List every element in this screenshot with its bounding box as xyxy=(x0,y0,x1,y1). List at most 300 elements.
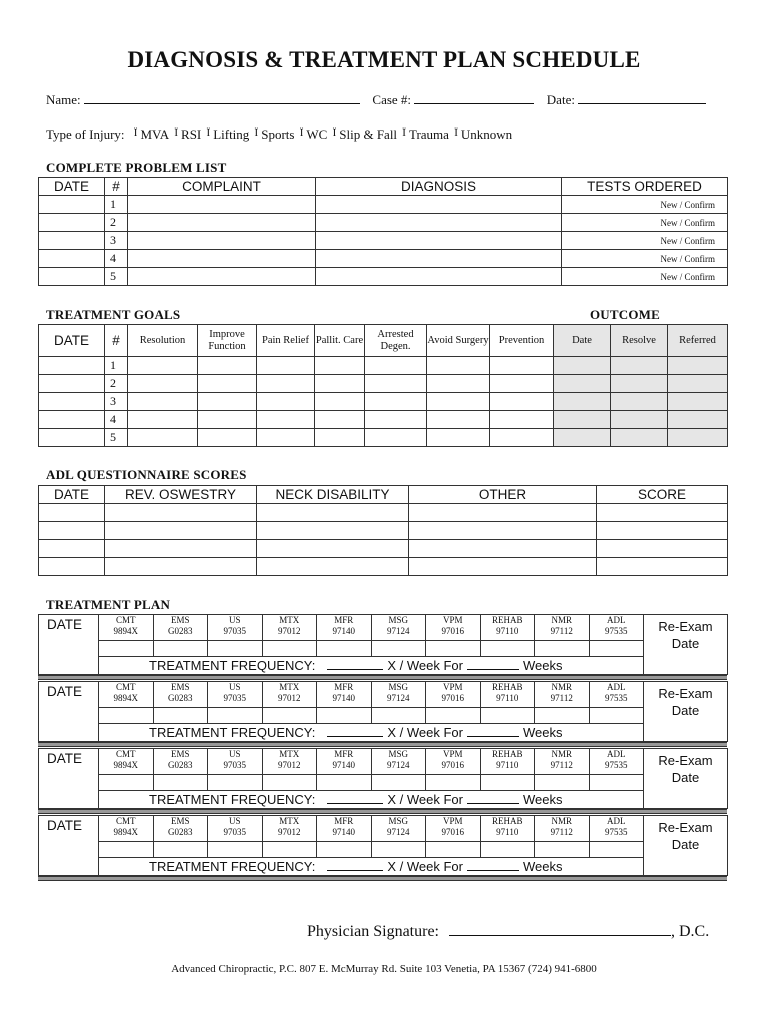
injury-option-label: Sports xyxy=(261,127,295,142)
goals-cell[interactable] xyxy=(257,357,315,375)
treatment-plan-title: TREATMENT PLAN xyxy=(46,597,171,612)
goals-date-cell[interactable] xyxy=(39,393,105,411)
outcome-cell[interactable] xyxy=(554,411,611,429)
re-exam-date-cell[interactable] xyxy=(644,816,728,876)
plan-entry-cell[interactable] xyxy=(535,842,590,858)
plan-date-label: DATE xyxy=(39,682,99,742)
plan-code-name: MSG xyxy=(388,749,408,759)
goals-date-cell[interactable] xyxy=(39,357,105,375)
frequency-label: TREATMENT FREQUENCY: xyxy=(149,792,316,807)
adl-cell[interactable] xyxy=(105,504,257,522)
goals-row xyxy=(39,411,728,429)
problem-complaint-cell[interactable] xyxy=(128,232,316,250)
outcome-cell[interactable] xyxy=(668,357,728,375)
plan-code-header xyxy=(262,749,317,775)
problem-complaint-cell[interactable] xyxy=(128,250,316,268)
plan-entry-cell[interactable] xyxy=(153,842,208,858)
goals-cell[interactable] xyxy=(365,429,427,447)
goals-cell[interactable] xyxy=(257,375,315,393)
plan-code-number: G0283 xyxy=(168,626,193,636)
signature-field[interactable] xyxy=(449,921,671,936)
adl-cell[interactable] xyxy=(409,540,597,558)
treatment-frequency-row xyxy=(99,657,644,675)
injury-option-sports[interactable] xyxy=(255,127,295,143)
plan-entry-cell[interactable] xyxy=(317,775,372,791)
goals-header-referred: Referred xyxy=(668,325,728,357)
plan-code-number: 97012 xyxy=(278,827,301,837)
adl-cell[interactable] xyxy=(257,540,409,558)
checkbox-icon[interactable]: Ï xyxy=(402,127,406,139)
outcome-cell[interactable] xyxy=(668,393,728,411)
goals-date-cell[interactable] xyxy=(39,411,105,429)
plan-code-name: ADL xyxy=(607,615,626,625)
goals-cell[interactable] xyxy=(128,429,198,447)
plan-code-name: MTX xyxy=(279,615,300,625)
goals-number: 1 xyxy=(105,357,128,375)
plan-entry-cell[interactable] xyxy=(535,641,590,657)
plan-entry-cell[interactable] xyxy=(99,708,154,724)
plan-entry-cell[interactable] xyxy=(535,775,590,791)
plan-entry-cell[interactable] xyxy=(262,641,317,657)
injury-option-label: Lifting xyxy=(213,127,250,142)
plan-code-name: REHAB xyxy=(491,615,523,625)
plan-code-name: MTX xyxy=(279,816,300,826)
plan-entry-cell[interactable] xyxy=(480,708,535,724)
signature-label: Physician Signature: xyxy=(307,923,439,940)
injury-option-mva[interactable] xyxy=(134,127,169,143)
plan-entry-cell[interactable] xyxy=(480,842,535,858)
footer-address: Advanced Chiropractic, P.C. 807 E. McMurray Rd. Suite 103 Venetia, PA 15367 (724) 941-6800 xyxy=(171,963,597,975)
goals-cell[interactable] xyxy=(427,393,490,411)
tests-new-confirm[interactable]: New / Confirm xyxy=(562,214,728,232)
goals-cell[interactable] xyxy=(198,411,257,429)
outcome-cell[interactable] xyxy=(668,411,728,429)
goals-cell[interactable] xyxy=(490,375,554,393)
treatment-plan-block xyxy=(38,614,727,680)
tests-new-confirm[interactable]: New / Confirm xyxy=(562,268,728,286)
problem-row xyxy=(39,196,728,214)
re-exam-date-cell[interactable] xyxy=(644,749,728,809)
checkbox-icon[interactable]: Ï xyxy=(254,127,259,139)
adl-cell[interactable] xyxy=(39,504,105,522)
plan-entry-cell[interactable] xyxy=(153,775,208,791)
plan-code-name: NMR xyxy=(551,749,572,759)
problem-complaint-cell[interactable] xyxy=(128,196,316,214)
goals-cell[interactable] xyxy=(365,357,427,375)
goals-cell[interactable] xyxy=(427,411,490,429)
plan-code-header xyxy=(262,682,317,708)
plan-entry-cell[interactable] xyxy=(371,775,426,791)
plan-entry-cell[interactable] xyxy=(99,775,154,791)
problem-header-complaint: COMPLAINT xyxy=(128,178,316,196)
block-divider xyxy=(38,876,727,881)
outcome-cell[interactable] xyxy=(611,375,668,393)
injury-option-rsi[interactable] xyxy=(174,127,201,143)
plan-entry-cell[interactable] xyxy=(262,708,317,724)
treatment-goals-table xyxy=(38,324,728,447)
frequency-per-week-field[interactable] xyxy=(327,725,383,737)
problem-diagnosis-cell[interactable] xyxy=(316,214,562,232)
plan-date-label: DATE xyxy=(39,615,99,675)
plan-code-name: NMR xyxy=(551,816,572,826)
re-exam-label: Re-Exam xyxy=(658,820,713,835)
outcome-cell[interactable] xyxy=(668,429,728,447)
goals-cell[interactable] xyxy=(128,375,198,393)
plan-entry-cell[interactable] xyxy=(317,708,372,724)
plan-code-number: 9894X xyxy=(113,693,138,703)
re-exam-label: Re-Exam xyxy=(658,753,713,768)
plan-entry-cell[interactable] xyxy=(480,641,535,657)
frequency-weeks-field[interactable] xyxy=(467,792,519,804)
plan-code-header xyxy=(371,816,426,842)
outcome-cell[interactable] xyxy=(668,375,728,393)
adl-cell[interactable] xyxy=(39,540,105,558)
checkbox-icon[interactable]: Ï xyxy=(133,127,138,139)
tests-new-confirm[interactable]: New / Confirm xyxy=(562,196,728,214)
outcome-cell[interactable] xyxy=(554,357,611,375)
plan-code-header xyxy=(535,816,590,842)
goals-header-pain-relief: Pain Relief xyxy=(257,325,315,357)
treatment-frequency-row xyxy=(99,791,644,809)
problem-diagnosis-cell[interactable] xyxy=(316,196,562,214)
plan-code-name: REHAB xyxy=(491,816,523,826)
re-exam-label: Re-Exam xyxy=(658,686,713,701)
plan-code-header xyxy=(480,682,535,708)
plan-entry-cell[interactable] xyxy=(371,842,426,858)
plan-code-number: 9894X xyxy=(113,626,138,636)
injury-option-wc[interactable] xyxy=(300,127,328,143)
goals-cell[interactable] xyxy=(427,357,490,375)
plan-code-number: 97535 xyxy=(605,693,628,703)
plan-code-header xyxy=(208,682,263,708)
goals-cell[interactable] xyxy=(128,411,198,429)
signature-suffix: , D.C. xyxy=(670,923,710,940)
plan-code-header xyxy=(262,615,317,641)
checkbox-icon[interactable]: Ï xyxy=(174,127,179,139)
adl-header-score: SCORE xyxy=(597,486,728,504)
problem-complaint-cell[interactable] xyxy=(128,268,316,286)
plan-entry-cell[interactable] xyxy=(317,842,372,858)
injury-option-lifting[interactable] xyxy=(207,127,250,143)
plan-code-number: G0283 xyxy=(168,693,193,703)
plan-code-number: 97110 xyxy=(496,626,519,636)
page-title: DIAGNOSIS & TREATMENT PLAN SCHEDULE xyxy=(127,47,641,72)
problem-header-number: # xyxy=(105,178,128,196)
adl-cell[interactable] xyxy=(257,522,409,540)
plan-code-name: MSG xyxy=(388,816,408,826)
plan-entry-cell[interactable] xyxy=(208,775,263,791)
plan-code-number: 97012 xyxy=(278,626,301,636)
plan-code-number: 97124 xyxy=(387,760,410,770)
adl-cell[interactable] xyxy=(409,522,597,540)
re-exam-date-label: Date xyxy=(671,703,700,718)
adl-cell[interactable] xyxy=(597,558,728,576)
plan-code-number: 97124 xyxy=(387,693,410,703)
adl-cell[interactable] xyxy=(39,522,105,540)
frequency-mid-label: X / Week For xyxy=(387,792,463,807)
goals-header-improve-function: Improve Function xyxy=(198,325,257,357)
outcome-cell[interactable] xyxy=(554,375,611,393)
plan-code-name: MFR xyxy=(334,615,354,625)
case-label: Case #: xyxy=(372,92,412,107)
goals-header-date: Date xyxy=(554,325,611,357)
plan-code-header xyxy=(371,749,426,775)
problem-list-title: COMPLETE PROBLEM LIST xyxy=(46,160,227,175)
goals-row xyxy=(39,375,728,393)
plan-code-header xyxy=(589,682,644,708)
plan-code-name: US xyxy=(228,682,241,692)
frequency-weeks-label: Weeks xyxy=(523,725,563,740)
plan-code-number: 97535 xyxy=(605,626,628,636)
goals-cell[interactable] xyxy=(490,411,554,429)
name-field[interactable] xyxy=(84,91,360,104)
plan-code-header xyxy=(426,682,481,708)
plan-code-number: 97140 xyxy=(332,827,355,837)
plan-entry-cell[interactable] xyxy=(262,775,317,791)
plan-entry-cell[interactable] xyxy=(426,842,481,858)
injury-option-unknown[interactable] xyxy=(454,127,512,143)
plan-code-header xyxy=(99,682,154,708)
plan-code-name: MSG xyxy=(388,615,408,625)
plan-code-name: MFR xyxy=(334,749,354,759)
goals-cell[interactable] xyxy=(490,393,554,411)
adl-cell[interactable] xyxy=(105,522,257,540)
plan-entry-cell[interactable] xyxy=(589,708,644,724)
goals-cell[interactable] xyxy=(198,375,257,393)
plan-code-header xyxy=(480,615,535,641)
adl-cell[interactable] xyxy=(257,558,409,576)
adl-cell[interactable] xyxy=(409,558,597,576)
tests-new-confirm[interactable]: New / Confirm xyxy=(562,250,728,268)
treatment-frequency-row xyxy=(99,858,644,876)
goals-cell[interactable] xyxy=(198,429,257,447)
plan-code-number: 97035 xyxy=(223,626,246,636)
problem-date-cell[interactable] xyxy=(39,214,105,232)
plan-entry-cell[interactable] xyxy=(480,775,535,791)
outcome-cell[interactable] xyxy=(611,411,668,429)
goals-cell[interactable] xyxy=(257,393,315,411)
checkbox-icon[interactable]: Ï xyxy=(299,127,304,139)
plan-code-number: 97535 xyxy=(605,827,628,837)
plan-code-header xyxy=(153,615,208,641)
plan-entry-cell[interactable] xyxy=(589,641,644,657)
frequency-weeks-field[interactable] xyxy=(467,725,519,737)
goals-cell[interactable] xyxy=(315,411,365,429)
frequency-label: TREATMENT FREQUENCY: xyxy=(149,725,316,740)
plan-entry-cell[interactable] xyxy=(426,708,481,724)
adl-cell[interactable] xyxy=(257,504,409,522)
goals-row xyxy=(39,393,728,411)
checkbox-icon[interactable]: Ï xyxy=(206,127,211,139)
problem-date-cell[interactable] xyxy=(39,250,105,268)
outcome-cell[interactable] xyxy=(554,429,611,447)
goals-header-number: # xyxy=(105,325,128,357)
plan-code-header xyxy=(317,615,372,641)
plan-code-header xyxy=(589,816,644,842)
goals-date-cell[interactable] xyxy=(39,375,105,393)
injury-option-slip-fall[interactable] xyxy=(333,127,397,143)
plan-code-header xyxy=(426,816,481,842)
adl-cell[interactable] xyxy=(597,504,728,522)
plan-date-label: DATE xyxy=(39,749,99,809)
goals-cell[interactable] xyxy=(257,429,315,447)
plan-code-header xyxy=(153,816,208,842)
outcome-cell[interactable] xyxy=(611,357,668,375)
adl-cell[interactable] xyxy=(597,540,728,558)
goals-header-prevention: Prevention xyxy=(490,325,554,357)
injury-option-trauma[interactable] xyxy=(402,127,449,143)
plan-code-name: NMR xyxy=(551,682,572,692)
frequency-per-week-field[interactable] xyxy=(327,658,383,670)
tests-new-confirm[interactable]: New / Confirm xyxy=(562,232,728,250)
plan-entry-cell[interactable] xyxy=(153,641,208,657)
frequency-per-week-field[interactable] xyxy=(327,859,383,871)
adl-title: ADL QUESTIONNAIRE SCORES xyxy=(46,467,247,482)
plan-entry-cell[interactable] xyxy=(99,842,154,858)
plan-entry-cell[interactable] xyxy=(208,842,263,858)
goals-cell[interactable] xyxy=(198,393,257,411)
checkbox-icon[interactable]: Ï xyxy=(332,127,337,139)
re-exam-date-label: Date xyxy=(671,837,700,852)
re-exam-date-cell[interactable] xyxy=(644,615,728,675)
plan-entry-cell[interactable] xyxy=(426,775,481,791)
patient-info-row xyxy=(46,91,706,108)
goals-cell[interactable] xyxy=(365,393,427,411)
frequency-per-week-field[interactable] xyxy=(327,792,383,804)
adl-cell[interactable] xyxy=(409,504,597,522)
adl-header-oswestry: REV. OSWESTRY xyxy=(105,486,257,504)
plan-code-name: ADL xyxy=(607,682,626,692)
goals-header-date: DATE xyxy=(39,325,105,357)
plan-code-name: VPM xyxy=(442,816,463,826)
goals-cell[interactable] xyxy=(490,357,554,375)
plan-date-label: DATE xyxy=(39,816,99,876)
plan-code-name: CMT xyxy=(115,682,136,692)
plan-code-name: VPM xyxy=(442,682,463,692)
problem-date-cell[interactable] xyxy=(39,232,105,250)
goals-cell[interactable] xyxy=(257,411,315,429)
frequency-weeks-label: Weeks xyxy=(523,658,563,673)
plan-code-header xyxy=(99,615,154,641)
problem-list-table xyxy=(38,177,728,286)
treatment-frequency-row xyxy=(99,724,644,742)
plan-code-name: EMS xyxy=(170,615,190,625)
plan-entry-cell[interactable] xyxy=(262,842,317,858)
adl-cell[interactable] xyxy=(597,522,728,540)
goals-cell[interactable] xyxy=(315,429,365,447)
frequency-weeks-field[interactable] xyxy=(467,658,519,670)
problem-complaint-cell[interactable] xyxy=(128,214,316,232)
plan-entry-cell[interactable] xyxy=(208,641,263,657)
adl-cell[interactable] xyxy=(105,558,257,576)
adl-cell[interactable] xyxy=(105,540,257,558)
re-exam-date-label: Date xyxy=(671,636,700,651)
plan-code-number: G0283 xyxy=(168,827,193,837)
plan-entry-cell[interactable] xyxy=(371,708,426,724)
plan-code-header xyxy=(317,816,372,842)
date-field[interactable] xyxy=(578,91,706,104)
plan-code-header xyxy=(153,682,208,708)
treatment-plan-block xyxy=(38,681,727,747)
date-label: Date: xyxy=(546,92,575,107)
goals-date-cell[interactable] xyxy=(39,429,105,447)
plan-entry-cell[interactable] xyxy=(371,641,426,657)
problem-number: 2 xyxy=(105,214,128,232)
goals-header-arrested-degen-: Arrested Degen. xyxy=(365,325,427,357)
goals-cell[interactable] xyxy=(198,357,257,375)
goals-row xyxy=(39,429,728,447)
plan-code-name: US xyxy=(228,816,241,826)
plan-code-number: 97012 xyxy=(278,760,301,770)
problem-date-cell[interactable] xyxy=(39,196,105,214)
problem-diagnosis-cell[interactable] xyxy=(316,268,562,286)
goals-row xyxy=(39,357,728,375)
outcome-cell[interactable] xyxy=(611,393,668,411)
plan-entry-cell[interactable] xyxy=(589,842,644,858)
checkbox-icon[interactable]: Ï xyxy=(454,127,458,139)
plan-code-name: CMT xyxy=(115,816,136,826)
plan-entry-cell[interactable] xyxy=(426,641,481,657)
problem-date-cell[interactable] xyxy=(39,268,105,286)
goals-cell[interactable] xyxy=(427,429,490,447)
plan-code-number: G0283 xyxy=(168,760,193,770)
plan-entry-cell[interactable] xyxy=(317,641,372,657)
goals-cell[interactable] xyxy=(315,393,365,411)
goals-cell[interactable] xyxy=(427,375,490,393)
plan-code-number: 97110 xyxy=(496,827,519,837)
plan-code-number: 97124 xyxy=(387,827,410,837)
goals-number: 2 xyxy=(105,375,128,393)
plan-entry-cell[interactable] xyxy=(153,708,208,724)
problem-header-date: DATE xyxy=(39,178,105,196)
adl-cell[interactable] xyxy=(39,558,105,576)
goals-cell[interactable] xyxy=(365,375,427,393)
plan-code-header xyxy=(317,749,372,775)
goals-cell[interactable] xyxy=(365,411,427,429)
goals-cell[interactable] xyxy=(128,393,198,411)
plan-entry-cell[interactable] xyxy=(589,775,644,791)
treatment-plan-table xyxy=(38,681,728,742)
outcome-cell[interactable] xyxy=(554,393,611,411)
goals-cell[interactable] xyxy=(128,357,198,375)
block-divider xyxy=(38,675,727,680)
plan-code-header xyxy=(535,682,590,708)
plan-code-number: 97035 xyxy=(223,693,246,703)
goals-cell[interactable] xyxy=(490,429,554,447)
problem-diagnosis-cell[interactable] xyxy=(316,250,562,268)
plan-entry-cell[interactable] xyxy=(99,641,154,657)
name-label: Name: xyxy=(46,92,81,107)
treatment-plan-table xyxy=(38,614,728,675)
injury-option-label: RSI xyxy=(181,127,202,142)
plan-code-number: 97112 xyxy=(550,693,573,703)
plan-code-header xyxy=(317,682,372,708)
goals-cell[interactable] xyxy=(315,375,365,393)
re-exam-date-cell[interactable] xyxy=(644,682,728,742)
problem-row xyxy=(39,268,728,286)
outcome-cell[interactable] xyxy=(611,429,668,447)
problem-diagnosis-cell[interactable] xyxy=(316,232,562,250)
frequency-weeks-field[interactable] xyxy=(467,859,519,871)
treatment-plan-block xyxy=(38,748,727,814)
goals-cell[interactable] xyxy=(315,357,365,375)
plan-entry-cell[interactable] xyxy=(535,708,590,724)
plan-entry-cell[interactable] xyxy=(208,708,263,724)
case-number-field[interactable] xyxy=(414,91,534,104)
plan-code-name: VPM xyxy=(442,749,463,759)
adl-header-date: DATE xyxy=(39,486,105,504)
plan-code-name: REHAB xyxy=(491,682,523,692)
